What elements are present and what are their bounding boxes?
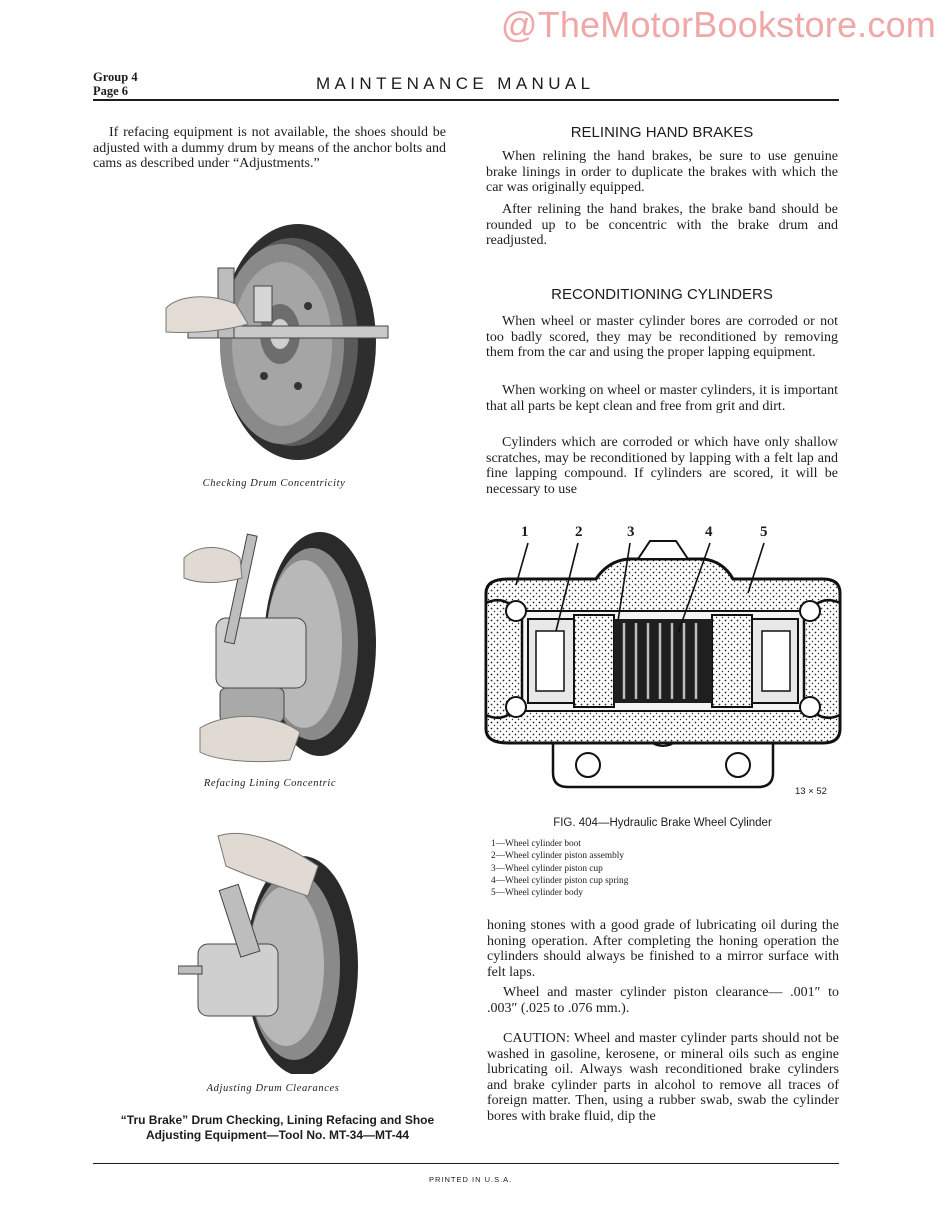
- relining-paragraph-2: After relining the hand brakes, the brake band should be rounded up to be concentric with the brake drum and readjusted.: [486, 202, 838, 249]
- page-number: Page 6: [93, 84, 129, 98]
- adjusting-drum-caption: Adjusting Drum Clearances: [206, 1083, 340, 1094]
- diagram-label-4: 4: [705, 524, 713, 540]
- watermark: @TheMotorBookstore.com: [500, 4, 936, 45]
- equipment-caption: [110, 1113, 445, 1143]
- heading-relining-hand-brakes: RELINING HAND BRAKES: [570, 124, 754, 141]
- diagram-reference-number: 13 × 52: [795, 786, 827, 797]
- diagram-label-3: 3: [627, 524, 635, 540]
- figure-404-caption: FIG. 404—Hydraulic Brake Wheel Cylinder: [553, 817, 772, 829]
- equipment-caption-line2: Adjusting Equipment—Tool No. MT-34—MT-44: [145, 1128, 410, 1142]
- legend-item: 3—Wheel cylinder piston cup: [491, 863, 603, 874]
- equipment-caption-line1: “Tru Brake” Drum Checking, Lining Refacing and Shoe: [120, 1113, 435, 1127]
- group-page-label: [93, 70, 138, 98]
- caution-paragraph: CAUTION: Wheel and master cylinder parts should not be washed in gasoline, kerosene, or mineral oils such as engine lubricating oil. Always wash reconditioned brake cylinders and brake cylinder parts in alcohol to remove all traces of foreign matter. Then, using a rubber swab, swab the cylinder bores with brake fluid, dip the: [487, 1031, 839, 1124]
- reconditioning-paragraph-1: When wheel or master cylinder bores are corroded or not too badly scored, they may be reconditioned by removing them from the car and using the proper lapping equipment.: [486, 314, 838, 361]
- group-number: Group 4: [93, 70, 138, 84]
- heading-reconditioning-cylinders: RECONDITIONING CYLINDERS: [551, 286, 773, 303]
- clearance-paragraph: Wheel and master cylinder piston clearance— .001″ to .003″ (.025 to .076 mm.).: [487, 985, 839, 1016]
- legend-item: 5—Wheel cylinder body: [491, 888, 583, 899]
- legend-item: 4—Wheel cylinder piston cup spring: [491, 875, 629, 886]
- page-title: MAINTENANCE MANUAL: [316, 74, 595, 93]
- diagram-label-2: 2: [575, 524, 583, 540]
- honing-paragraph: honing stones with a good grade of lubricating oil during the honing operation. After completing the honing operation the cylinders should always be finished to a mirror surface with felt laps.: [487, 918, 839, 980]
- adjusting-drum-photo: [178, 826, 378, 1074]
- diagram-label-5: 5: [760, 524, 768, 540]
- figure-legend: [491, 838, 628, 899]
- legend-item: 1—Wheel cylinder boot: [491, 839, 581, 849]
- diagram-label-1: 1: [521, 524, 529, 540]
- intro-paragraph: If refacing equipment is not available, the shoes should be adjusted with a dummy drum by means of the anchor bolts and cams as described under “Adjustments.”: [93, 125, 446, 172]
- header-rule: [93, 99, 839, 101]
- reconditioning-paragraph-3: Cylinders which are corroded or which have only shallow scratches, may be reconditioned by lapping with a felt lap and fine lapping compound. If cylinders are scored, it will be necessary to use: [486, 435, 838, 497]
- footer-rule: [93, 1163, 839, 1164]
- drum-concentricity-caption: Checking Drum Concentricity: [202, 478, 346, 489]
- printed-in-usa: PRINTED IN U.S.A.: [429, 1175, 513, 1184]
- wheel-cylinder-diagram: [478, 523, 848, 795]
- drum-concentricity-photo: [158, 216, 390, 472]
- relining-paragraph-1: When relining the hand brakes, be sure to use genuine brake linings in order to duplicate the brakes with which the car was originally equipped.: [486, 149, 838, 196]
- reconditioning-paragraph-2: When working on wheel or master cylinders, it is important that all parts be kept clean and free from grit and dirt.: [486, 383, 838, 414]
- refacing-lining-photo: [180, 528, 380, 768]
- legend-item: 2—Wheel cylinder piston assembly: [491, 851, 624, 862]
- refacing-lining-caption: Refacing Lining Concentric: [203, 778, 337, 789]
